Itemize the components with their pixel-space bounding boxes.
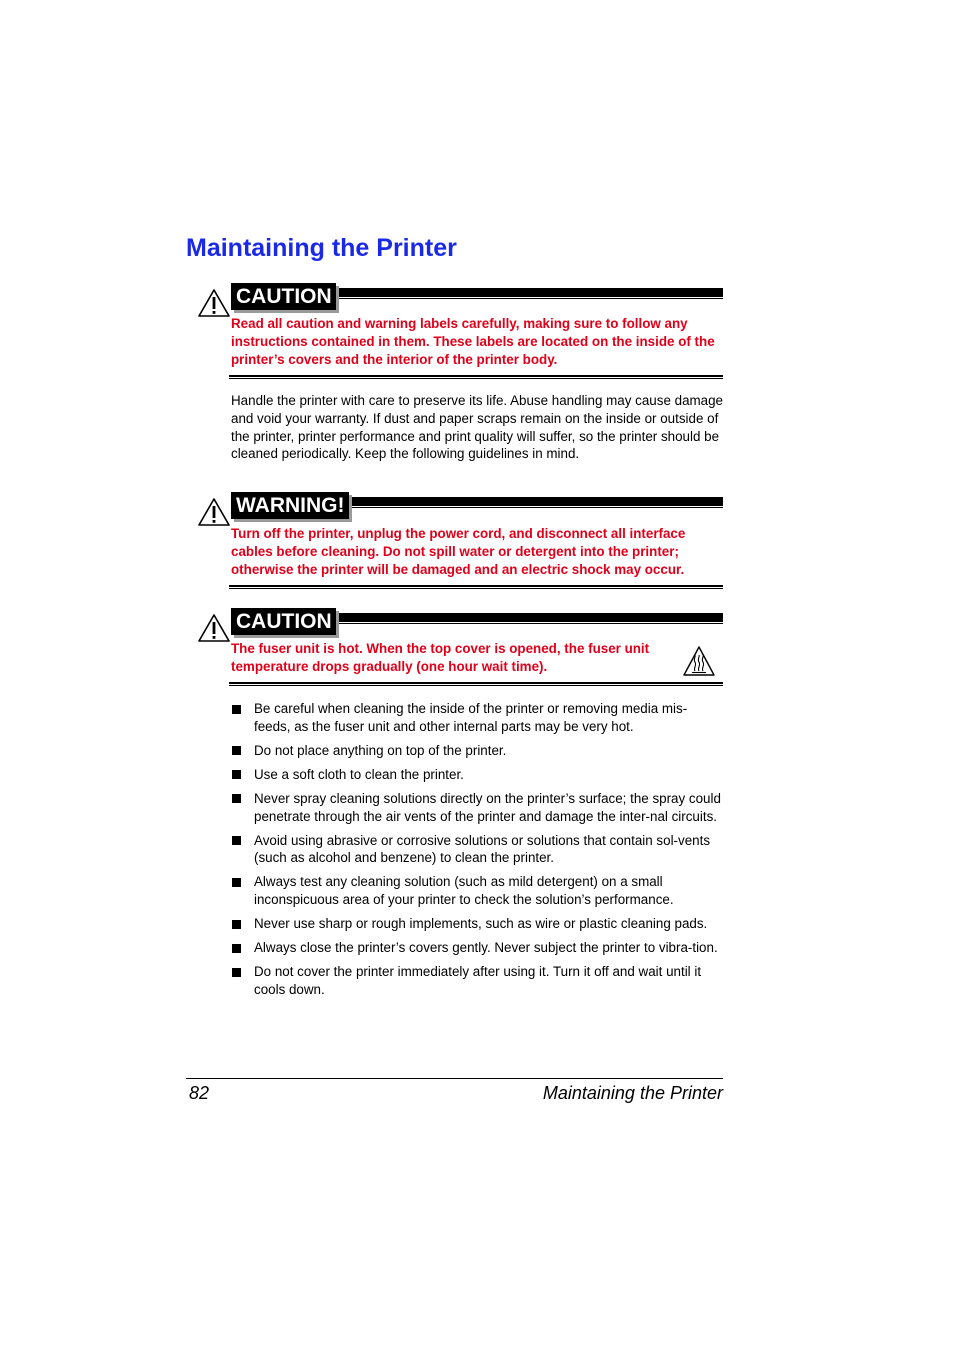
page-title: Maintaining the Printer [186,234,457,262]
intro-paragraph: Handle the printer with care to preserve its life. Abuse handling may cause damage and void your warranty. If dust and paper scraps remain on the inside or outside of the printer, printer performance and print quality will suffer, so the printer should be cleaned periodically. Keep the following guidelines in mind. [231,393,724,462]
warning-text: Turn off the printer, unplug the power cord, and disconnect all interface cables before cleaning. Do not spill water or detergent into the printer; otherwise the printer will be damaged and an electric shock may occur. [231,526,686,577]
list-item: Never use sharp or rough implements, such as wire or plastic cleaning pads. [231,915,723,933]
warning-triangle-icon [197,613,231,643]
bullet-square-icon [232,770,241,779]
list-item: Always test any cleaning solution (such as mild detergent) on a small inconspicuous area of your printer to check the solution’s performance. [231,873,723,909]
caution-text-1: Read all caution and warning labels carefully, making sure to follow any instructions contained in them. These labels are located on the inside of the printer’s covers and the interior of the printer body. [231,316,715,367]
caution-label: CAUTION [231,283,336,310]
caution-label: CAUTION [231,608,336,635]
notice-divider [229,588,723,589]
running-title: Maintaining the Printer [542,1083,723,1103]
footer-divider [186,1078,723,1079]
list-item: Avoid using abrasive or corrosive solutions or solutions that contain sol-vents (such as alcohol and benzene) to clean the printer. [231,832,723,868]
bullet-square-icon [232,705,241,714]
list-item: Use a soft cloth to clean the printer. [231,766,723,784]
bullet-square-icon [232,746,241,755]
hot-surface-icon [682,645,716,677]
guidelines-list [231,700,723,1005]
warning-triangle-icon [197,288,231,318]
notice-divider [229,585,723,587]
bullet-square-icon [232,836,241,845]
caution-text-2: The fuser unit is hot. When the top cover is opened, the fuser unit temperature drops gradually (one hour wait time). [231,641,650,674]
bullet-square-icon [232,944,241,953]
bullet-square-icon [232,794,241,803]
list-item: Always close the printer’s covers gently. Never subject the printer to vibra-tion. [231,939,723,957]
list-item: Be careful when cleaning the inside of the printer or removing media mis-feeds, as the fuser unit and other internal parts may be very hot. [231,700,723,736]
warning-label: WARNING! [231,492,349,519]
bullet-square-icon [232,878,241,887]
bullet-square-icon [232,968,241,977]
notice-divider [229,375,723,377]
page-number: 82 [189,1083,210,1103]
list-item: Never spray cleaning solutions directly on the printer’s surface; the spray could penetrate through the air vents of the printer and damage the inter-nal circuits. [231,790,723,826]
notice-divider [229,378,723,379]
list-item: Do not cover the printer immediately after using it. Turn it off and wait until it cools down. [231,963,723,999]
list-item: Do not place anything on top of the printer. [231,742,723,760]
bullet-square-icon [232,920,241,929]
notice-divider [229,685,723,686]
warning-triangle-icon [197,497,231,527]
notice-divider [229,682,723,684]
